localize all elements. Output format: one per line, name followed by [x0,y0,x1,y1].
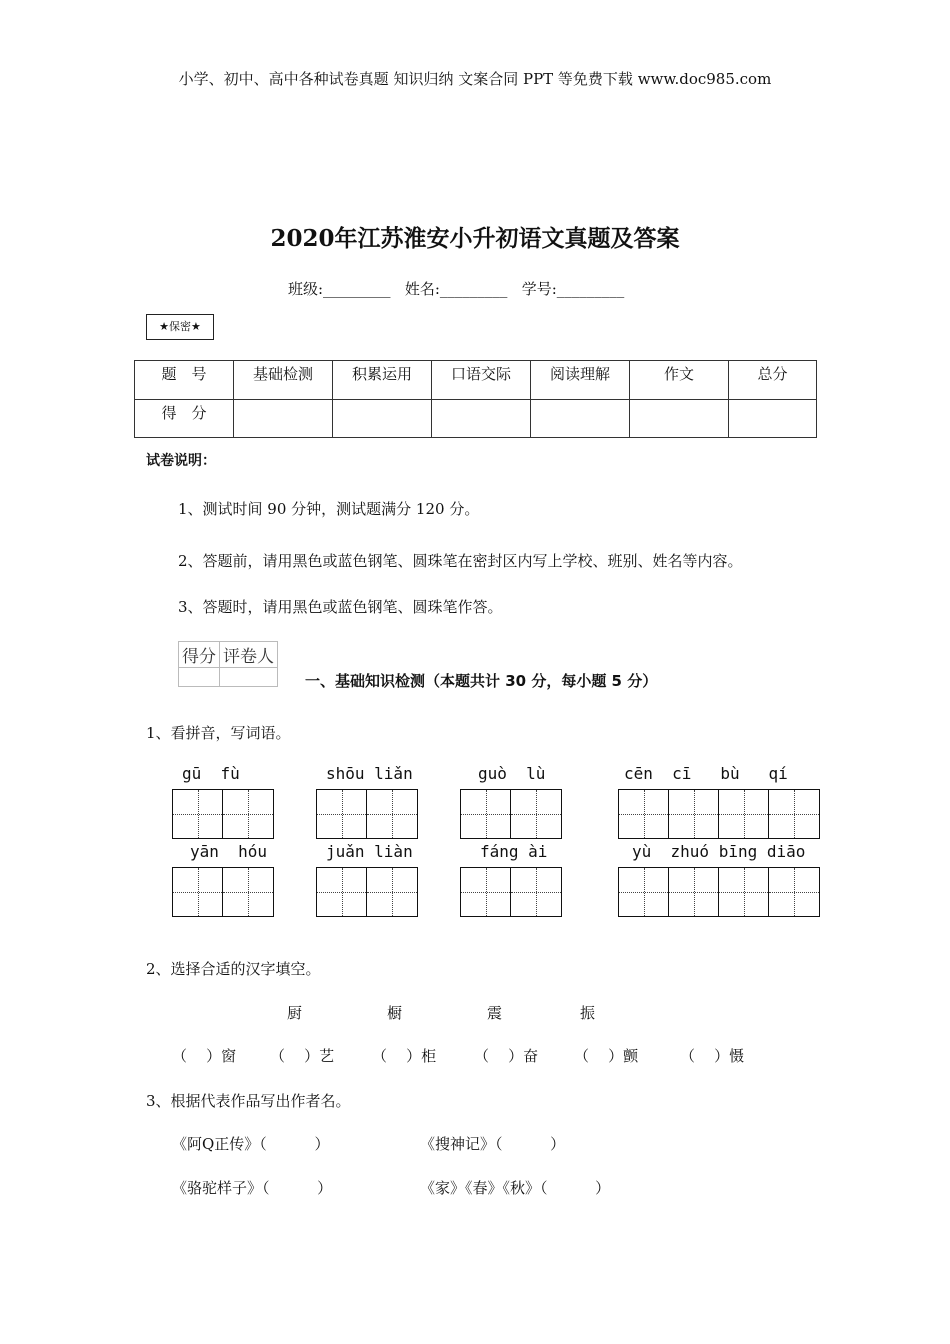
pinyin-label: gū fù [182,764,240,783]
score-header-cell: 阅读理解 [531,361,630,400]
grader-box [178,641,278,687]
fill-blank[interactable]: （ ）奋 [474,1047,539,1065]
score-table [134,360,817,438]
question-3-prompt: 3、根据代表作品写出作者名。 [146,1092,351,1110]
page-title: 2020年江苏淮安小升初语文真题及答案 [270,225,680,252]
writing-grid[interactable] [172,867,274,917]
pinyin-label: shōu liǎn [326,764,413,783]
writing-grid[interactable] [618,789,820,839]
instruction-item: 3、答题时，请用黑色或蓝色钢笔、圆珠笔作答。 [178,598,503,616]
writing-grid[interactable] [172,789,274,839]
score-input-cell[interactable] [234,399,333,438]
writing-grid[interactable] [316,867,418,917]
author-blank[interactable]: 《阿Q正传》（ ） [172,1135,330,1153]
author-blank[interactable]: 《骆驼样子》（ ） [172,1179,333,1197]
question-1-prompt: 1、看拼音，写词语。 [146,724,291,742]
score-header-cell: 基础检测 [234,361,333,400]
grader-reviewer-cell[interactable] [220,668,278,687]
fill-blank[interactable]: （ ）颤 [574,1047,639,1065]
score-input-cell[interactable] [729,399,817,438]
instruction-item: 2、答题前，请用黑色或蓝色钢笔、圆珠笔在密封区内写上学校、班别、姓名等内容。 [178,552,743,570]
score-header-cell: 作文 [630,361,729,400]
score-table-header-row [135,361,817,400]
option-char: 橱 [387,1004,403,1022]
score-header-cell: 总分 [729,361,817,400]
writing-grid[interactable] [316,789,418,839]
grader-score-cell[interactable] [179,668,220,687]
pinyin-label: fáng ài [480,842,548,861]
pinyin-label: yān hóu [190,842,268,861]
score-input-cell[interactable] [531,399,630,438]
grader-score-label: 得分 [179,642,220,668]
score-table-score-row [135,399,817,438]
writing-grid[interactable] [618,867,820,917]
option-char: 振 [580,1004,596,1022]
score-input-cell[interactable] [630,399,729,438]
instruction-item: 1、测试时间 90 分钟，测试题满分 120 分。 [178,500,480,518]
author-blank[interactable]: 《家》《春》《秋》（ ） [420,1179,611,1197]
student-info-line: 班级:_________ 姓名:_________ 学号:_________ [288,280,625,298]
fill-blank[interactable]: （ ）慑 [680,1047,745,1065]
confidential-stamp: ★保密★ [146,314,214,340]
score-header-cell: 积累运用 [333,361,432,400]
pinyin-label: juǎn liàn [326,842,413,861]
pinyin-label: yù zhuó bīng diāo [632,842,806,861]
writing-grid[interactable] [460,867,562,917]
fill-blank[interactable]: （ ）窗 [172,1047,237,1065]
option-char: 厨 [287,1004,303,1022]
option-char: 震 [487,1004,503,1022]
score-header-cell: 口语交际 [432,361,531,400]
section-1-title: 一、基础知识检测（本题共计 30 分，每小题 5 分） [305,672,658,690]
pinyin-label: cēn cī bù qí [624,764,788,783]
fill-blank[interactable]: （ ）柜 [372,1047,437,1065]
score-input-cell[interactable] [333,399,432,438]
grader-reviewer-label: 评卷人 [220,642,278,668]
instructions-title: 试卷说明： [146,453,216,469]
score-input-cell[interactable] [432,399,531,438]
fill-blank[interactable]: （ ）艺 [270,1047,335,1065]
score-header-cell: 题 号 [135,361,234,400]
writing-grid[interactable] [460,789,562,839]
score-row-label: 得 分 [135,399,234,438]
question-2-prompt: 2、选择合适的汉字填空。 [146,960,321,978]
author-blank[interactable]: 《搜神记》（ ） [420,1135,566,1153]
pinyin-label: guò lù [478,764,546,783]
site-header: 小学、初中、高中各种试卷真题 知识归纳 文案合同 PPT 等免费下载 www.doc985.com [178,70,772,88]
